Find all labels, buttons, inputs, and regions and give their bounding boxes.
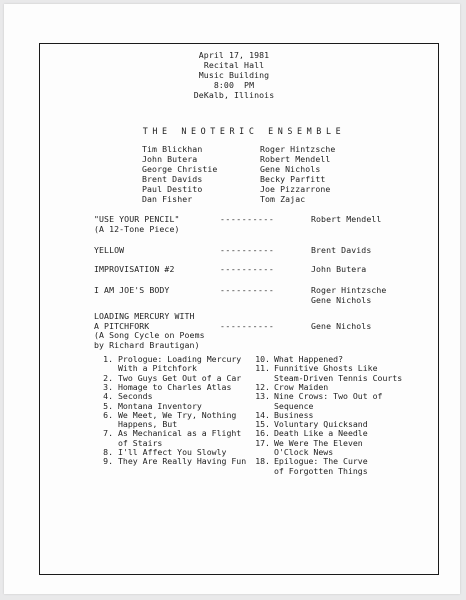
song-title: Happens, But	[118, 419, 178, 430]
song-title: Crow Maiden	[274, 381, 329, 392]
song-number: 16.	[255, 428, 270, 439]
program-composer: Roger Hintzsche	[311, 285, 387, 295]
song-title: of Stairs	[118, 437, 163, 448]
song-number: 17.	[255, 437, 270, 448]
member-name: Paul Destito	[142, 183, 203, 194]
program-composer: Robert Mendell	[311, 214, 382, 224]
song-title: Nine Crows: Two Out of	[274, 391, 383, 402]
member-name: John Butera	[142, 153, 198, 164]
concert-date: April 17, 1981	[198, 50, 270, 60]
song-title: Montana Inventory	[118, 400, 202, 411]
concert-city: DeKalb, Illinois	[193, 90, 275, 100]
concert-time: 8:00 PM	[213, 80, 255, 90]
song-title: As Mechanical as a Flight	[118, 428, 242, 439]
program-title: "USE YOUR PENCIL"	[94, 214, 180, 224]
song-number: 2.	[103, 372, 113, 383]
song-number: 7.	[103, 428, 113, 439]
member-name: Joe Pizzarrone	[260, 183, 331, 194]
member-name: Becky Parfitt	[260, 173, 326, 184]
song-number: 8.	[103, 447, 113, 457]
program-leader-dashes: ----------	[220, 285, 275, 295]
song-number: 4.	[103, 391, 113, 402]
song-number: 5.	[103, 400, 113, 411]
program-title: by Richard Brautigan)	[94, 339, 200, 350]
song-title: Prologue: Loading Mercury	[118, 354, 242, 364]
song-title: Funnitive Ghosts Like	[274, 363, 378, 374]
song-number: 9.	[103, 456, 113, 467]
song-title: We Were The Eleven	[274, 437, 363, 448]
song-title: Steam-Driven Tennis Courts	[274, 372, 403, 383]
member-name: Dan Fisher	[142, 193, 193, 204]
song-title: Business	[274, 409, 314, 420]
program-title: I AM JOE'S BODY	[94, 285, 170, 295]
program-title: IMPROVISATION #2	[94, 264, 175, 274]
program-sheet	[4, 4, 460, 594]
member-name: Robert Mendell	[260, 153, 331, 164]
song-number: 1.	[103, 354, 113, 364]
song-title: I'll Affect You Slowly	[118, 447, 227, 457]
program-composer: Gene Nichols	[311, 295, 372, 305]
member-name: Tom Zajac	[260, 193, 306, 204]
program-title: (A 12-Tone Piece)	[94, 223, 180, 234]
member-name: Gene Nichols	[260, 163, 321, 174]
song-title: Death Like a Needle	[274, 428, 368, 439]
song-number: 13.	[255, 391, 270, 402]
song-title: With a Pitchfork	[118, 363, 197, 374]
song-title: What Happened?	[274, 354, 344, 364]
program-composer: Brent Davids	[311, 245, 372, 255]
program-leader-dashes: ----------	[220, 245, 275, 255]
program-leader-dashes: ----------	[220, 214, 275, 224]
concert-hall: Recital Hall	[203, 60, 265, 70]
song-number: 18.	[255, 456, 270, 467]
program-title: LOADING MERCURY WITH	[94, 311, 195, 321]
song-number: 14.	[255, 409, 270, 420]
program-leader-dashes: ----------	[220, 320, 275, 331]
song-number: 15.	[255, 419, 270, 430]
song-title: Two Guys Get Out of a Car	[118, 372, 242, 383]
program-title: YELLOW	[94, 245, 125, 255]
concert-building: Music Building	[198, 70, 270, 80]
program-leader-dashes: ----------	[220, 264, 275, 274]
program-title: (A Song Cycle on Poems	[94, 330, 205, 341]
member-name: Brent Davids	[142, 173, 203, 184]
member-name: Tim Blickhan	[142, 144, 203, 154]
song-title: Sequence	[274, 400, 314, 411]
program-title: A PITCHFORK	[94, 320, 150, 331]
page-border	[39, 43, 439, 575]
ensemble-title: THE NEOTERIC ENSEMBLE	[142, 126, 346, 136]
program-composer: John Butera	[311, 264, 367, 274]
song-number: 10.	[255, 354, 270, 364]
song-title: Seconds	[118, 391, 153, 402]
song-title: We Meet, We Try, Nothing	[118, 409, 237, 420]
song-title: Voluntary Quicksand	[274, 419, 368, 430]
song-title: of Forgotten Things	[274, 465, 368, 476]
song-title: O'Clock News	[274, 447, 334, 457]
song-title: Homage to Charles Atlas	[118, 381, 232, 392]
song-title: They Are Really Having Fun	[118, 456, 247, 467]
song-number: 11.	[255, 363, 270, 374]
member-name: George Christie	[142, 163, 218, 174]
song-number: 12.	[255, 381, 270, 392]
song-number: 6.	[103, 409, 113, 420]
member-name: Roger Hintzsche	[260, 144, 336, 154]
song-title: Epilogue: The Curve	[274, 456, 368, 467]
song-number: 3.	[103, 381, 113, 392]
program-composer: Gene Nichols	[311, 320, 372, 331]
